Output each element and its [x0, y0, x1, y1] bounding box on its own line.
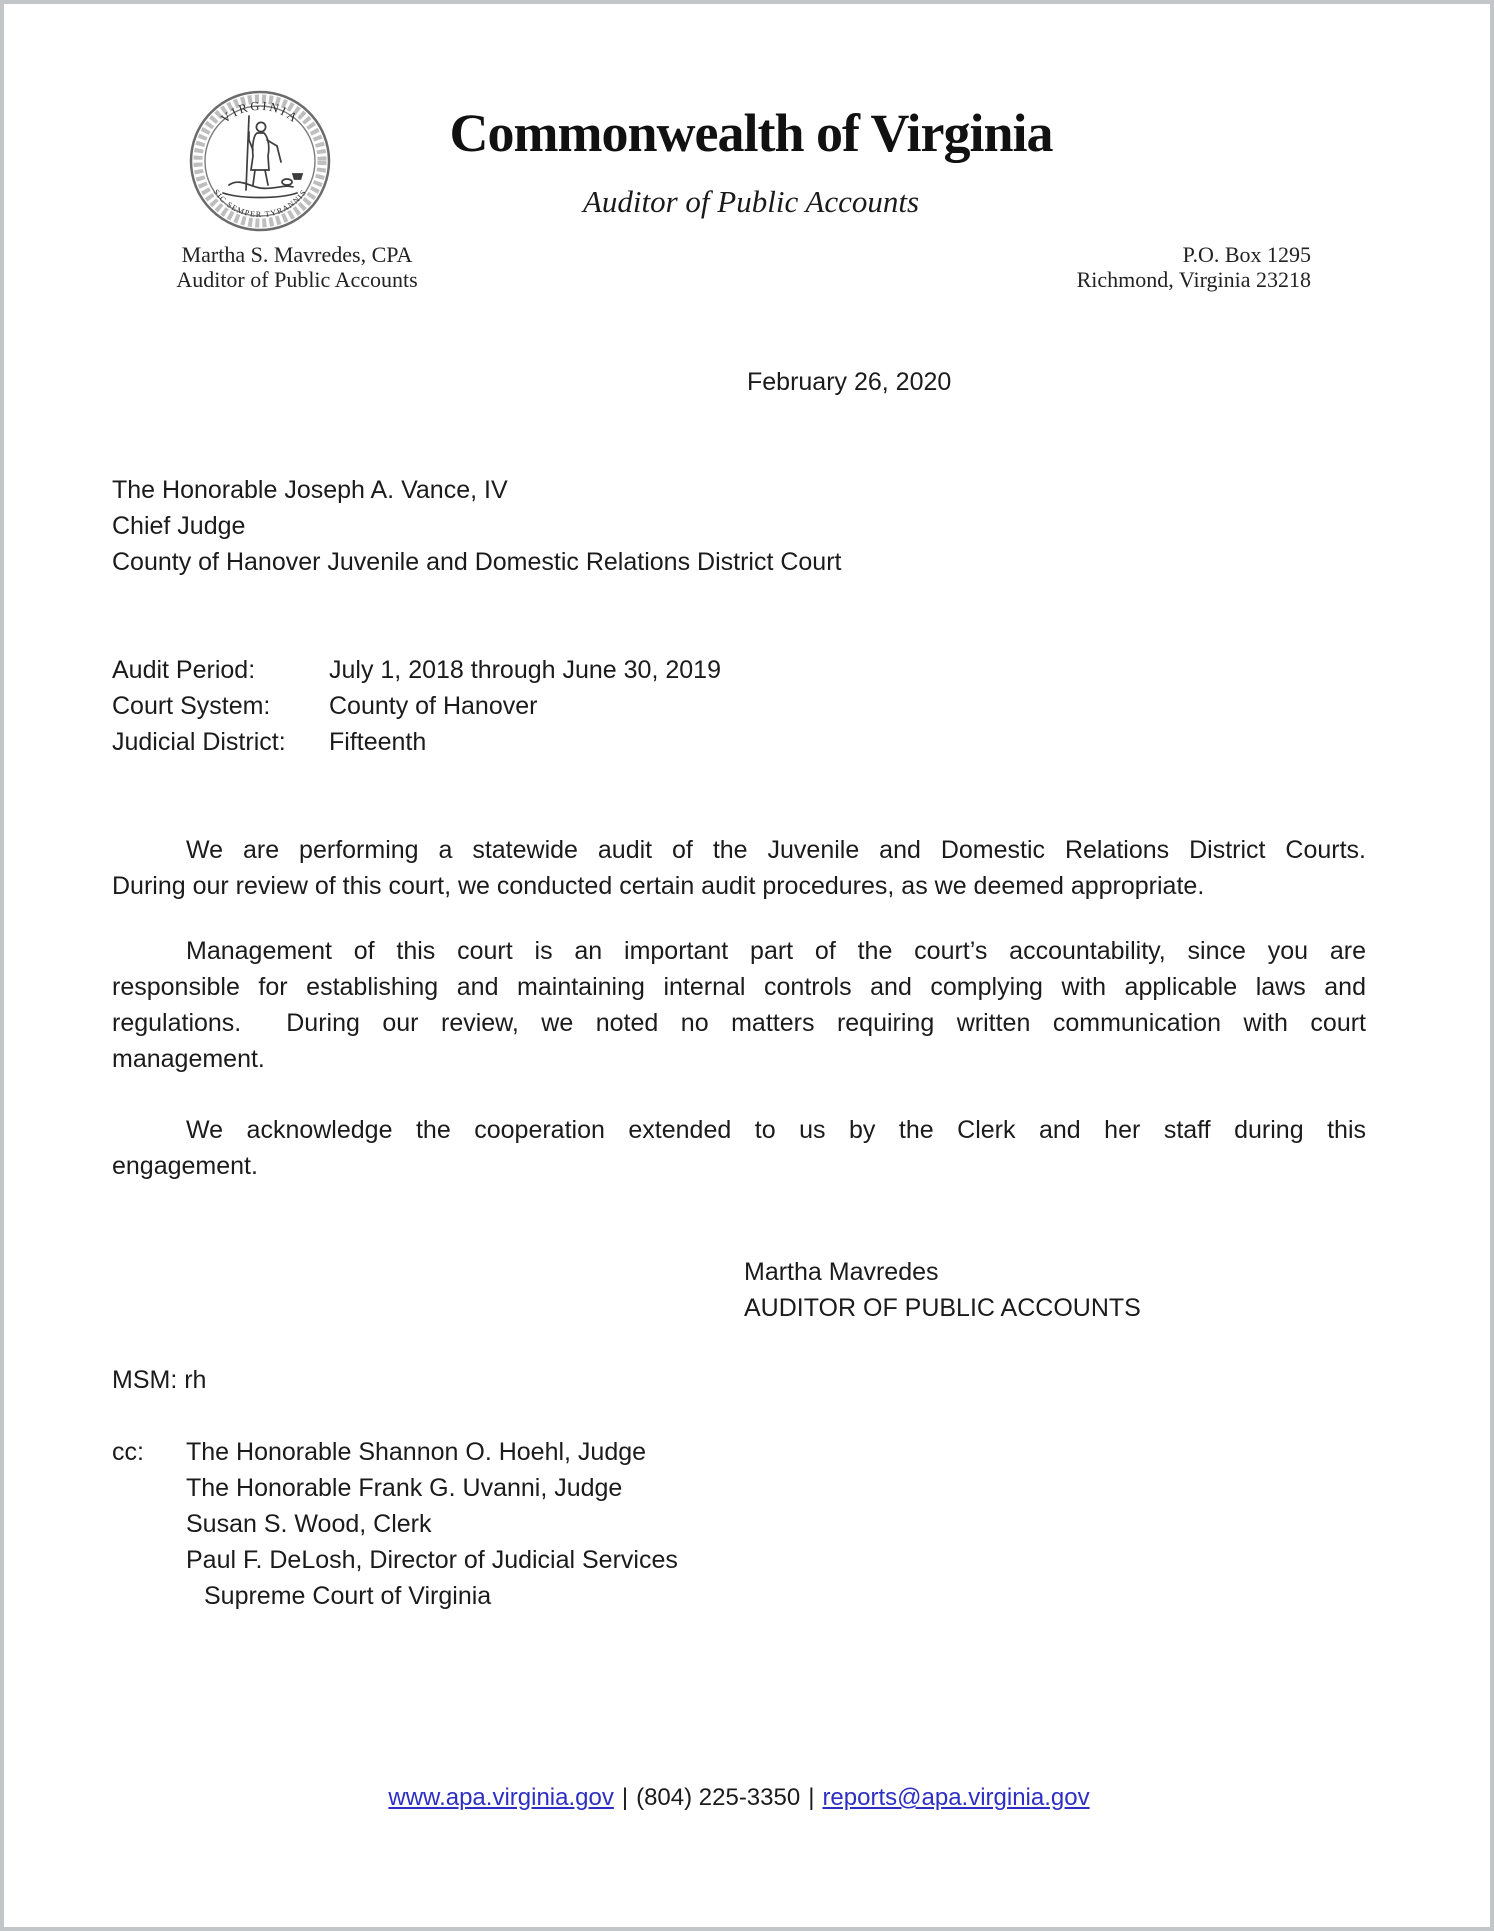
paragraph-line: Management of this court is an important part of the court’s accountability, since you are [186, 937, 1366, 965]
paragraph-line: We acknowledge the cooperation extended to us by the Clerk and her staff during this [186, 1116, 1366, 1144]
signature-block [744, 1254, 1141, 1326]
paragraph-3 [112, 1112, 1366, 1184]
cc-entry: Susan S. Wood, Clerk [186, 1510, 432, 1538]
audit-info-block [112, 652, 1372, 760]
letter-date: February 26, 2020 [747, 368, 952, 396]
cc-entry: Paul F. DeLosh, Director of Judicial Services [186, 1546, 678, 1574]
judicial-district-label: Judicial District: [112, 728, 286, 756]
paragraph-line: During our review of this court, we conducted certain audit procedures, as we deemed appropriate. [112, 872, 1205, 900]
court-system-label: Court System: [112, 692, 271, 720]
cc-entry: The Honorable Frank G. Uvanni, Judge [186, 1474, 623, 1502]
paragraph-1 [112, 832, 1366, 904]
footer-separator: | [621, 1784, 629, 1811]
letterhead-subtitle: Auditor of Public Accounts [582, 184, 920, 219]
recipient-court: County of Hanover Juvenile and Domestic Relations District Court [112, 548, 842, 576]
audit-period-value: July 1, 2018 through June 30, 2019 [329, 656, 721, 684]
phone-number: (804) 225-3350 [636, 1784, 801, 1811]
seal-top-text: VIRGINIA [218, 98, 302, 127]
judicial-district-row [112, 724, 1372, 760]
cc-sub-entry: Supreme Court of Virginia [204, 1582, 492, 1610]
recipient-name: The Honorable Joseph A. Vance, IV [112, 476, 508, 504]
paragraph-line: management. [112, 1045, 265, 1073]
letterhead-title: Commonwealth of Virginia [449, 103, 1053, 163]
audit-period-label: Audit Period: [112, 656, 256, 684]
judicial-district-value: Fifteenth [329, 728, 427, 756]
paragraph-line: We are performing a statewide audit of the Juvenile and Domestic Relations District Courts. [186, 836, 1366, 864]
signer-name: Martha Mavredes [744, 1258, 939, 1286]
court-system-value: County of Hanover [329, 692, 538, 720]
letterhead-official-block [132, 242, 462, 292]
po-box-line: P.O. Box 1295 [1182, 242, 1311, 267]
official-name: Martha S. Mavredes, CPA [181, 242, 413, 267]
cc-label: cc: [112, 1438, 144, 1466]
cc-entry: The Honorable Shannon O. Hoehl, Judge [186, 1438, 647, 1466]
city-line: Richmond, Virginia 23218 [1076, 267, 1311, 292]
paragraph-line: regulations. During our review, we noted no matters requiring written communication with court [112, 1009, 1366, 1037]
page-footer [112, 1781, 1366, 1815]
website-link[interactable]: www.apa.virginia.gov [388, 1784, 614, 1811]
cc-names [186, 1434, 678, 1614]
recipient-block [112, 472, 1372, 580]
court-system-row [112, 688, 1372, 724]
paragraph-line: engagement. [112, 1152, 258, 1180]
paragraph-line: responsible for establishing and maintaining internal controls and complying with applicable laws and [112, 973, 1366, 1001]
footer-separator: | [808, 1784, 815, 1811]
audit-period-row [112, 652, 1372, 688]
cc-block [112, 1434, 1372, 1614]
official-title: Auditor of Public Accounts [176, 267, 418, 292]
seal-bottom-text: SIC SEMPER TYRANNIS [211, 187, 309, 220]
paragraph-2 [112, 933, 1366, 1077]
signer-title: AUDITOR OF PUBLIC ACCOUNTS [744, 1294, 1141, 1322]
reference-initials: MSM: rh [112, 1366, 207, 1394]
recipient-title: Chief Judge [112, 512, 246, 540]
email-link[interactable]: reports@apa.virginia.gov [822, 1784, 1090, 1811]
letterhead-address-block [891, 242, 1311, 292]
